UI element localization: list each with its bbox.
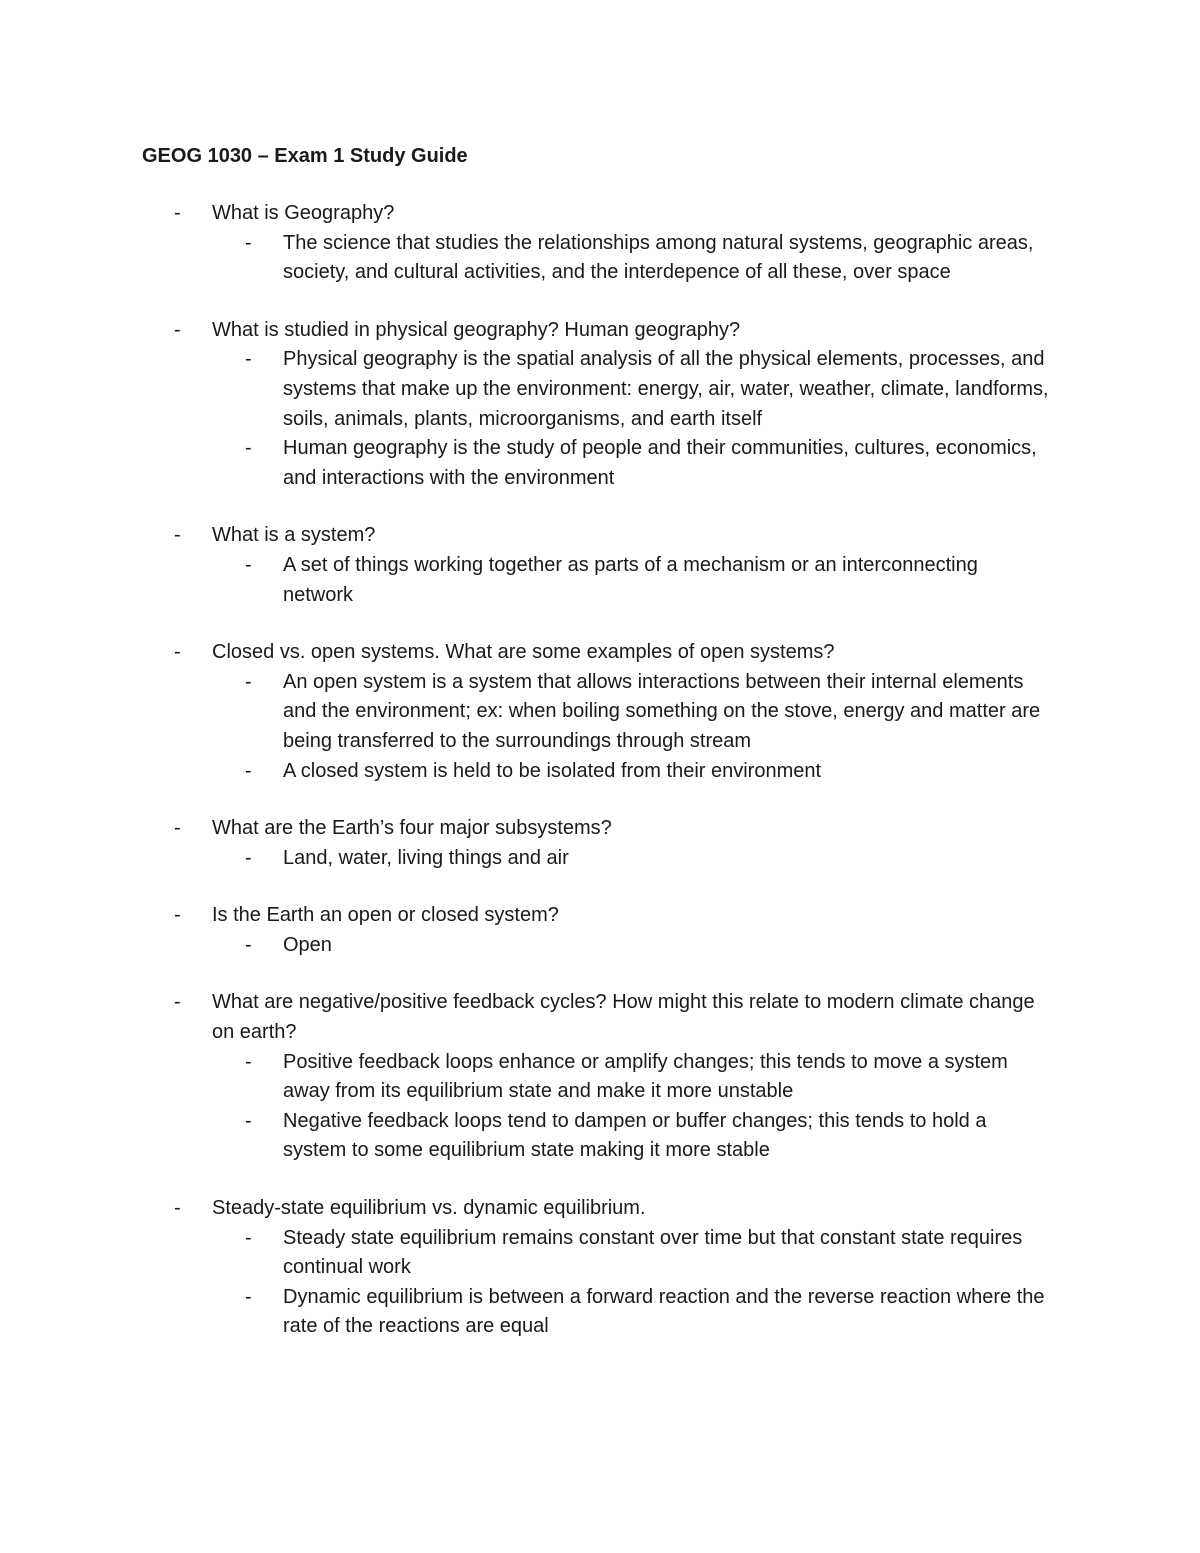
answer-item	[0, 1107, 1200, 1166]
question-text: Is the Earth an open or closed system?	[212, 904, 559, 927]
bullet-dash: -	[174, 202, 181, 224]
question-item	[0, 901, 1200, 931]
bullet-dash: -	[245, 437, 252, 460]
answer-item	[0, 434, 1200, 493]
section-closed-open-systems	[0, 638, 1200, 786]
answer-item	[0, 551, 1200, 610]
bullet-dash: -	[245, 759, 252, 782]
question-text: What are negative/positive feedback cycles? How might this relate to modern climate change on earth?	[212, 991, 1035, 1044]
section-equilibrium	[0, 1194, 1200, 1342]
answer-text: Land, water, living things and air	[283, 846, 569, 869]
answer-item	[0, 844, 1200, 874]
question-text: What is studied in physical geography? Human geography?	[212, 318, 741, 341]
section-what-is-system	[0, 521, 1200, 610]
bullet-dash: -	[174, 991, 181, 1014]
bullet-dash: -	[174, 318, 181, 341]
answer-text: Physical geography is the spatial analysis of all the physical elements, processes, and systems that make up the environment: energy, air, water, weather, climate, landforms, soils, animals, plants, microorganisms, and earth itself	[283, 348, 1049, 430]
bullet-dash: -	[174, 904, 181, 927]
answer-text: An open system is a system that allows interactions between their internal elements and the environment; ex: when boiling something on the stove, energy and matter are being transferred to the surroundings through stream	[283, 670, 1041, 752]
answer-item	[0, 1283, 1200, 1342]
question-item	[0, 988, 1200, 1047]
question-item	[0, 521, 1200, 551]
question-text: What is Geography?	[212, 202, 395, 224]
answer-text: A set of things working together as parts of a mechanism or an interconnecting network	[283, 553, 978, 606]
study-guide-list	[0, 199, 1200, 1370]
question-item	[0, 638, 1200, 668]
answer-item	[0, 931, 1200, 961]
bullet-dash: -	[174, 817, 181, 840]
bullet-dash: -	[245, 1285, 252, 1308]
bullet-dash: -	[245, 348, 252, 371]
answer-text: The science that studies the relationships among natural systems, geographic areas, society, and cultural activities, and the interdepence of all these, over space	[283, 231, 1034, 284]
answer-item	[0, 229, 1200, 288]
bullet-dash: -	[245, 231, 252, 254]
answer-text: Steady state equilibrium remains constant over time but that constant state requires continual work	[283, 1226, 1023, 1279]
question-text: Closed vs. open systems. What are some examples of open systems?	[212, 641, 835, 664]
bullet-dash: -	[174, 641, 181, 664]
answer-text: Open	[283, 933, 332, 956]
answer-item	[0, 757, 1200, 787]
document-title: GEOG 1030 – Exam 1 Study Guide	[142, 145, 468, 167]
question-item	[0, 199, 1200, 229]
answer-text: A closed system is held to be isolated from their environment	[283, 759, 822, 782]
section-earth-open-closed	[0, 901, 1200, 960]
section-physical-human-geography	[0, 316, 1200, 494]
answer-item	[0, 1224, 1200, 1283]
question-text: What are the Earth’s four major subsystems?	[212, 817, 612, 840]
question-text: What is a system?	[212, 524, 376, 547]
answer-item	[0, 345, 1200, 434]
bullet-dash: -	[174, 1197, 181, 1220]
bullet-dash: -	[245, 670, 252, 693]
section-earth-subsystems	[0, 814, 1200, 873]
answer-item	[0, 1048, 1200, 1107]
section-what-is-geography	[0, 199, 1200, 288]
bullet-dash: -	[174, 524, 181, 547]
answer-text: Negative feedback loops tend to dampen or buffer changes; this tends to hold a system to some equilibrium state making it more stable	[283, 1109, 987, 1162]
question-item	[0, 814, 1200, 844]
bullet-dash: -	[245, 553, 252, 576]
bullet-dash: -	[245, 1050, 252, 1073]
question-item	[0, 316, 1200, 346]
bullet-dash: -	[245, 1226, 252, 1249]
answer-text: Positive feedback loops enhance or amplify changes; this tends to move a system away from its equilibrium state and make it more unstable	[283, 1050, 1008, 1103]
answer-item	[0, 668, 1200, 757]
bullet-dash: -	[245, 933, 252, 956]
answer-text: Human geography is the study of people and their communities, cultures, economics, and interactions with the environment	[283, 437, 1037, 489]
bullet-dash: -	[245, 1109, 252, 1132]
bullet-dash: -	[245, 846, 252, 869]
section-feedback-cycles	[0, 988, 1200, 1166]
answer-text: Dynamic equilibrium is between a forward reaction and the reverse reaction where the rate of the reactions are equal	[283, 1285, 1045, 1338]
question-item	[0, 1194, 1200, 1224]
question-text: Steady-state equilibrium vs. dynamic equilibrium.	[212, 1197, 646, 1220]
